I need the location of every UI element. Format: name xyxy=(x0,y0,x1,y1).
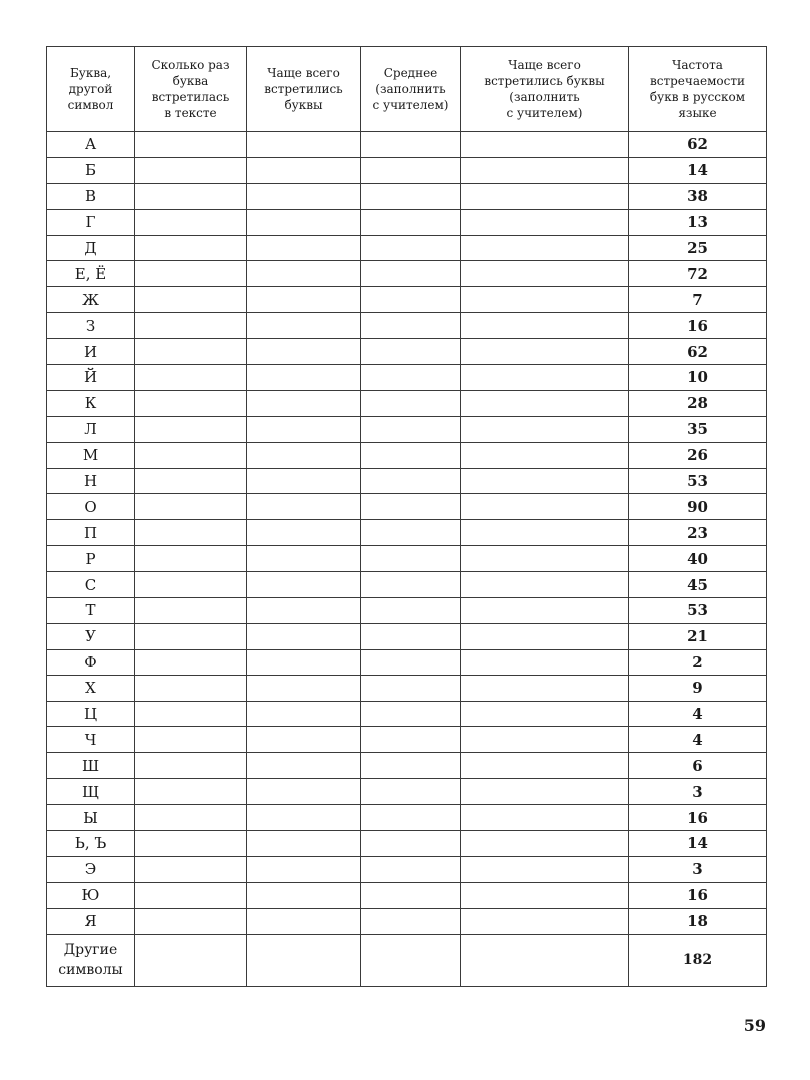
count-cell[interactable] xyxy=(135,882,247,908)
most-frequent-cell[interactable] xyxy=(247,468,361,494)
letter-cell: Ы xyxy=(47,805,135,831)
teacher-cell[interactable] xyxy=(461,365,629,391)
frequency-cell: 16 xyxy=(629,313,767,339)
teacher-cell[interactable] xyxy=(461,494,629,520)
teacher-cell[interactable] xyxy=(461,727,629,753)
frequency-cell: 9 xyxy=(629,675,767,701)
frequency-cell: 10 xyxy=(629,365,767,391)
letter-cell: Ф xyxy=(47,649,135,675)
most-frequent-cell[interactable] xyxy=(247,209,361,235)
frequency-cell: 2 xyxy=(629,649,767,675)
most-frequent-cell[interactable] xyxy=(247,598,361,624)
letter-cell: Ч xyxy=(47,727,135,753)
frequency-cell: 45 xyxy=(629,572,767,598)
average-cell[interactable] xyxy=(361,727,461,753)
teacher-cell[interactable] xyxy=(461,390,629,416)
frequency-cell: 3 xyxy=(629,779,767,805)
average-cell[interactable] xyxy=(361,520,461,546)
count-cell[interactable] xyxy=(135,390,247,416)
average-cell[interactable] xyxy=(361,753,461,779)
count-cell[interactable] xyxy=(135,313,247,339)
letter-cell: Г xyxy=(47,209,135,235)
average-cell[interactable] xyxy=(361,856,461,882)
count-cell[interactable] xyxy=(135,701,247,727)
teacher-cell[interactable] xyxy=(461,235,629,261)
table-row xyxy=(47,390,767,416)
most-frequent-cell[interactable] xyxy=(247,520,361,546)
average-cell[interactable] xyxy=(361,649,461,675)
count-cell[interactable] xyxy=(135,856,247,882)
letter-cell: Н xyxy=(47,468,135,494)
frequency-cell: 14 xyxy=(629,157,767,183)
teacher-cell[interactable] xyxy=(461,339,629,365)
table-row xyxy=(47,157,767,183)
count-cell[interactable] xyxy=(135,675,247,701)
most-frequent-cell[interactable] xyxy=(247,261,361,287)
table-row xyxy=(47,468,767,494)
average-cell[interactable] xyxy=(361,416,461,442)
letter-cell: Д xyxy=(47,235,135,261)
table-row xyxy=(47,649,767,675)
most-frequent-cell[interactable] xyxy=(247,572,361,598)
frequency-cell: 4 xyxy=(629,727,767,753)
most-frequent-cell[interactable] xyxy=(247,494,361,520)
header-count: Сколько раз буква встретилась в тексте xyxy=(135,47,247,132)
most-frequent-cell[interactable] xyxy=(247,727,361,753)
count-cell[interactable] xyxy=(135,572,247,598)
teacher-cell[interactable] xyxy=(461,598,629,624)
letter-cell: Л xyxy=(47,416,135,442)
teacher-cell[interactable] xyxy=(461,701,629,727)
table-row xyxy=(47,623,767,649)
count-cell[interactable] xyxy=(135,753,247,779)
count-cell[interactable] xyxy=(135,494,247,520)
average-cell[interactable] xyxy=(361,183,461,209)
average-cell[interactable] xyxy=(361,132,461,158)
most-frequent-cell[interactable] xyxy=(247,675,361,701)
frequency-cell: 18 xyxy=(629,908,767,934)
average-cell[interactable] xyxy=(361,572,461,598)
count-cell[interactable] xyxy=(135,365,247,391)
page-number: 59 xyxy=(743,1016,766,1035)
letter-cell: Х xyxy=(47,675,135,701)
frequency-cell: 62 xyxy=(629,132,767,158)
letter-cell: Другие символы xyxy=(47,934,135,986)
frequency-cell: 40 xyxy=(629,546,767,572)
count-cell[interactable] xyxy=(135,261,247,287)
count-cell[interactable] xyxy=(135,235,247,261)
table-row xyxy=(47,313,767,339)
count-cell[interactable] xyxy=(135,623,247,649)
most-frequent-cell[interactable] xyxy=(247,856,361,882)
average-cell[interactable] xyxy=(361,701,461,727)
teacher-cell[interactable] xyxy=(461,442,629,468)
teacher-cell[interactable] xyxy=(461,313,629,339)
count-cell[interactable] xyxy=(135,727,247,753)
most-frequent-cell[interactable] xyxy=(247,157,361,183)
frequency-cell: 16 xyxy=(629,805,767,831)
frequency-cell: 14 xyxy=(629,831,767,857)
average-cell[interactable] xyxy=(361,365,461,391)
header-most-frequent: Чаще всего встретились буквы xyxy=(247,47,361,132)
teacher-cell[interactable] xyxy=(461,520,629,546)
average-cell[interactable] xyxy=(361,805,461,831)
table-row xyxy=(47,235,767,261)
teacher-cell[interactable] xyxy=(461,649,629,675)
most-frequent-cell[interactable] xyxy=(247,701,361,727)
table-row xyxy=(47,365,767,391)
count-cell[interactable] xyxy=(135,546,247,572)
letter-cell: С xyxy=(47,572,135,598)
count-cell[interactable] xyxy=(135,183,247,209)
most-frequent-cell[interactable] xyxy=(247,882,361,908)
frequency-cell: 6 xyxy=(629,753,767,779)
teacher-cell[interactable] xyxy=(461,882,629,908)
teacher-cell[interactable] xyxy=(461,261,629,287)
teacher-cell[interactable] xyxy=(461,779,629,805)
most-frequent-cell[interactable] xyxy=(247,339,361,365)
letter-cell: Щ xyxy=(47,779,135,805)
table-row xyxy=(47,261,767,287)
frequency-cell: 23 xyxy=(629,520,767,546)
average-cell[interactable] xyxy=(361,339,461,365)
letter-cell: Т xyxy=(47,598,135,624)
most-frequent-cell[interactable] xyxy=(247,779,361,805)
teacher-cell[interactable] xyxy=(461,856,629,882)
letter-cell: К xyxy=(47,390,135,416)
table-row xyxy=(47,287,767,313)
frequency-cell: 26 xyxy=(629,442,767,468)
count-cell[interactable] xyxy=(135,209,247,235)
most-frequent-cell[interactable] xyxy=(247,390,361,416)
frequency-cell: 21 xyxy=(629,623,767,649)
count-cell[interactable] xyxy=(135,442,247,468)
teacher-cell[interactable] xyxy=(461,287,629,313)
count-cell[interactable] xyxy=(135,520,247,546)
letter-cell: Ш xyxy=(47,753,135,779)
frequency-cell: 53 xyxy=(629,598,767,624)
most-frequent-cell[interactable] xyxy=(247,287,361,313)
average-cell[interactable] xyxy=(361,390,461,416)
count-cell[interactable] xyxy=(135,908,247,934)
count-cell[interactable] xyxy=(135,339,247,365)
letter-cell: Ю xyxy=(47,882,135,908)
frequency-cell: 3 xyxy=(629,856,767,882)
teacher-cell[interactable] xyxy=(461,468,629,494)
frequency-cell: 35 xyxy=(629,416,767,442)
average-cell[interactable] xyxy=(361,831,461,857)
letter-cell: У xyxy=(47,623,135,649)
average-cell[interactable] xyxy=(361,623,461,649)
frequency-cell: 62 xyxy=(629,339,767,365)
average-cell[interactable] xyxy=(361,882,461,908)
most-frequent-cell[interactable] xyxy=(247,132,361,158)
teacher-cell[interactable] xyxy=(461,908,629,934)
table-row xyxy=(47,572,767,598)
teacher-cell[interactable] xyxy=(461,831,629,857)
most-frequent-cell[interactable] xyxy=(247,546,361,572)
frequency-cell: 13 xyxy=(629,209,767,235)
letter-cell: Р xyxy=(47,546,135,572)
teacher-cell[interactable] xyxy=(461,623,629,649)
most-frequent-cell[interactable] xyxy=(247,235,361,261)
average-cell[interactable] xyxy=(361,934,461,986)
most-frequent-cell[interactable] xyxy=(247,831,361,857)
frequency-cell: 7 xyxy=(629,287,767,313)
teacher-cell[interactable] xyxy=(461,805,629,831)
letter-cell: П xyxy=(47,520,135,546)
average-cell[interactable] xyxy=(361,598,461,624)
count-cell[interactable] xyxy=(135,831,247,857)
table-body xyxy=(47,132,767,987)
average-cell[interactable] xyxy=(361,675,461,701)
table-row xyxy=(47,675,767,701)
letter-frequency-table xyxy=(46,46,767,987)
average-cell[interactable] xyxy=(361,313,461,339)
table-row xyxy=(47,727,767,753)
teacher-cell[interactable] xyxy=(461,934,629,986)
count-cell[interactable] xyxy=(135,598,247,624)
count-cell[interactable] xyxy=(135,934,247,986)
letter-cell: З xyxy=(47,313,135,339)
count-cell[interactable] xyxy=(135,779,247,805)
table-row xyxy=(47,520,767,546)
frequency-cell: 25 xyxy=(629,235,767,261)
most-frequent-cell[interactable] xyxy=(247,365,361,391)
average-cell[interactable] xyxy=(361,261,461,287)
letter-cell: Э xyxy=(47,856,135,882)
teacher-cell[interactable] xyxy=(461,132,629,158)
table-row xyxy=(47,908,767,934)
letter-cell: Я xyxy=(47,908,135,934)
letter-cell: Е, Ё xyxy=(47,261,135,287)
teacher-cell[interactable] xyxy=(461,183,629,209)
letter-cell: И xyxy=(47,339,135,365)
frequency-cell: 72 xyxy=(629,261,767,287)
frequency-cell: 4 xyxy=(629,701,767,727)
table-row xyxy=(47,856,767,882)
teacher-cell[interactable] xyxy=(461,753,629,779)
most-frequent-cell[interactable] xyxy=(247,753,361,779)
count-cell[interactable] xyxy=(135,416,247,442)
count-cell[interactable] xyxy=(135,157,247,183)
count-cell[interactable] xyxy=(135,649,247,675)
table-row xyxy=(47,546,767,572)
frequency-cell: 182 xyxy=(629,934,767,986)
frequency-cell: 28 xyxy=(629,390,767,416)
table-row xyxy=(47,442,767,468)
header-average: Среднее (заполнить с учителем) xyxy=(361,47,461,132)
table-row xyxy=(47,339,767,365)
most-frequent-cell[interactable] xyxy=(247,623,361,649)
most-frequent-cell[interactable] xyxy=(247,183,361,209)
most-frequent-cell[interactable] xyxy=(247,908,361,934)
header-russian-frequency: Частота встречаемости букв в русском языке xyxy=(629,47,767,132)
header-most-frequent-teacher: Чаще всего встретились буквы (заполнить с учителем) xyxy=(461,47,629,132)
table-row xyxy=(47,132,767,158)
table-row xyxy=(47,753,767,779)
average-cell[interactable] xyxy=(361,779,461,805)
table-row xyxy=(47,209,767,235)
count-cell[interactable] xyxy=(135,805,247,831)
most-frequent-cell[interactable] xyxy=(247,442,361,468)
table-row xyxy=(47,598,767,624)
table-row xyxy=(47,416,767,442)
average-cell[interactable] xyxy=(361,157,461,183)
table-row xyxy=(47,882,767,908)
most-frequent-cell[interactable] xyxy=(247,313,361,339)
letter-cell: В xyxy=(47,183,135,209)
average-cell[interactable] xyxy=(361,494,461,520)
table-row xyxy=(47,805,767,831)
letter-cell: М xyxy=(47,442,135,468)
letter-cell: Ь, Ъ xyxy=(47,831,135,857)
most-frequent-cell[interactable] xyxy=(247,416,361,442)
table-row xyxy=(47,494,767,520)
teacher-cell[interactable] xyxy=(461,416,629,442)
most-frequent-cell[interactable] xyxy=(247,934,361,986)
average-cell[interactable] xyxy=(361,908,461,934)
table-row xyxy=(47,701,767,727)
teacher-cell[interactable] xyxy=(461,675,629,701)
table-row xyxy=(47,183,767,209)
table-row xyxy=(47,779,767,805)
count-cell[interactable] xyxy=(135,132,247,158)
count-cell[interactable] xyxy=(135,287,247,313)
most-frequent-cell[interactable] xyxy=(247,805,361,831)
letter-cell: Б xyxy=(47,157,135,183)
average-cell[interactable] xyxy=(361,546,461,572)
letter-cell: Й xyxy=(47,365,135,391)
table-header-row xyxy=(47,47,767,132)
frequency-cell: 53 xyxy=(629,468,767,494)
teacher-cell[interactable] xyxy=(461,209,629,235)
average-cell[interactable] xyxy=(361,287,461,313)
table-row-other xyxy=(47,934,767,986)
frequency-cell: 38 xyxy=(629,183,767,209)
count-cell[interactable] xyxy=(135,468,247,494)
letter-cell: Ц xyxy=(47,701,135,727)
most-frequent-cell[interactable] xyxy=(247,649,361,675)
average-cell[interactable] xyxy=(361,235,461,261)
frequency-cell: 16 xyxy=(629,882,767,908)
teacher-cell[interactable] xyxy=(461,546,629,572)
average-cell[interactable] xyxy=(361,442,461,468)
average-cell[interactable] xyxy=(361,468,461,494)
teacher-cell[interactable] xyxy=(461,157,629,183)
table-row xyxy=(47,831,767,857)
letter-cell: О xyxy=(47,494,135,520)
frequency-cell: 90 xyxy=(629,494,767,520)
letter-cell: А xyxy=(47,132,135,158)
average-cell[interactable] xyxy=(361,209,461,235)
teacher-cell[interactable] xyxy=(461,572,629,598)
header-letter: Буква, другой символ xyxy=(47,47,135,132)
letter-cell: Ж xyxy=(47,287,135,313)
